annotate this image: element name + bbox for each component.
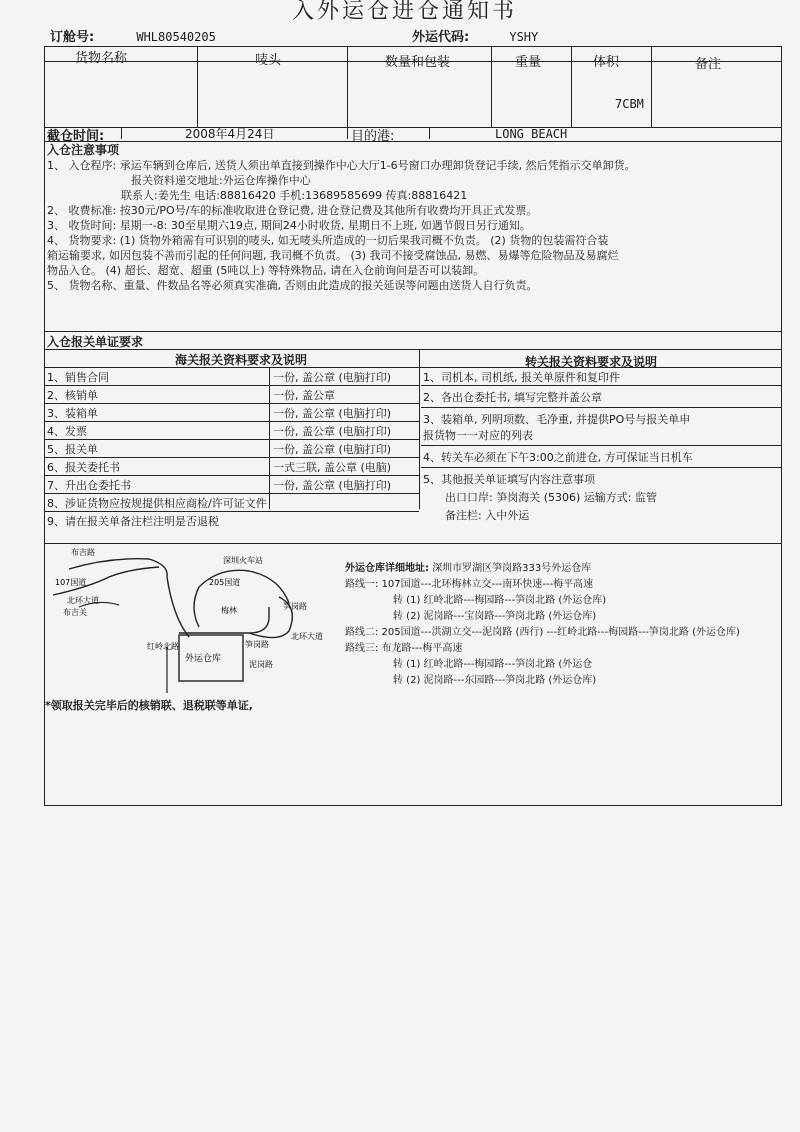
table-row: 一份, 盖公章 (电脑打印) [273, 425, 392, 438]
cutoff-label: 截仓时间: [47, 129, 105, 144]
map-label: 布吉路 [71, 548, 95, 557]
note-line: 5、 货物名称、重量、件数品名等必须真实准确, 否则由此造成的报关延误等问题由送货人自行负责。 [47, 279, 538, 292]
notice-sheet [32, 0, 782, 810]
table-row: 2、核销单 [47, 389, 98, 402]
notes-heading: 入仓注意事项 [47, 143, 120, 157]
map-label: 布吉关 [63, 608, 87, 617]
col-remarks: 备注 [695, 57, 722, 72]
customs-left-heading: 海关报关资料要求及说明 [175, 353, 308, 367]
dest-value: LONG BEACH [495, 127, 568, 141]
list-item: 报货物一一对应的列表 [423, 429, 533, 442]
note-line: 3、 收货时间: 星期一-8: 30至星期六19点, 期间24小时收货, 星期日不上班, 如遇节假日另行通知。 [47, 219, 531, 232]
list-item: 4、转关车必须在下午3:00之前进仓, 方可保证当日机车 [423, 451, 693, 464]
col-quantity: 数量和包装 [385, 55, 451, 70]
table-row: 一份, 盖公章 (电脑打印) [273, 371, 392, 384]
map-label: 北环大道 [67, 596, 99, 605]
dest-label: 目的港: [351, 129, 395, 144]
list-item: 5、其他报关单证填写内容注意事项 [423, 473, 595, 486]
map-label: 笋岗路 [283, 602, 307, 611]
table-row: 8、涉证货物应按规提供相应商检/许可证文件 [47, 497, 267, 510]
volume-value: 7CBM [615, 97, 644, 111]
table-row: 一份, 盖公章 (电脑打印) [273, 443, 392, 456]
document-title: 入外运仓进仓通知书 [292, 0, 518, 24]
notes-section [47, 143, 636, 293]
table-row: 一份, 盖公章 (电脑打印) [273, 407, 392, 420]
note-line: 1、 入仓程序: 承运车辆到仓库后, 送货人须出单直接到操作中心大厅1-6号窗口办理卸货登记手续, 然后凭指示交单卸货。 [47, 159, 636, 172]
table-row: 6、报关委托书 [47, 461, 120, 474]
table-row: 9、请在报关单备注栏注明是否退税 [47, 515, 219, 528]
note-line: 联系人:姜先生 电话:88816420 手机:13689585699 传真:88816421 [121, 189, 468, 202]
table-row: 1、销售合同 [47, 371, 109, 384]
route-line: 转 (2) 泥岗路---宝岗路---笋岗北路 (外运仓库) [393, 611, 597, 622]
route-map [49, 547, 349, 697]
note-line: 报关资料递交地址:外运仓库操作中心 [131, 174, 311, 187]
route-line: 路线一: 107国道---北环梅林立交---南环快速---梅平高速 [345, 579, 594, 590]
route-line: 转 (1) 红岭北路---梅园路---笋岗北路 (外运仓 [393, 659, 593, 670]
list-item: 备注栏: 入中外运 [445, 509, 530, 522]
map-label: 深圳火车站 [223, 556, 263, 565]
note-line: 物品入仓。 (4) 超长、超宽、超重 (5吨以上) 等特殊物品, 请在入仓前询问是否可以装卸。 [47, 264, 485, 277]
form-grid [44, 46, 782, 806]
route-line: 路线二: 205国道---洪湖立交---泥岗路 (西行) ---红岭北路---梅园路---笋岗北路 (外运仓库) [345, 627, 740, 638]
route-description [345, 561, 740, 689]
route-line: 转 (2) 泥岗路---东园路---笋岗北路 (外运仓库) [393, 675, 597, 686]
map-label: 泥岗路 [249, 660, 273, 669]
address-value: 深圳市罗湖区笋岗路333号外运仓库 [432, 563, 592, 574]
table-row: 一份, 盖公章 (电脑打印) [273, 479, 392, 492]
col-goods-name: 货物名称 [75, 51, 128, 66]
map-label: 北环大道 [291, 632, 323, 641]
booking-number: 订舱号: WHL80540205 [50, 30, 216, 45]
col-weight: 重量 [515, 55, 542, 70]
address-label: 外运仓库详细地址: [345, 563, 429, 574]
table-row: 一式三联, 盖公章 (电脑) [273, 461, 392, 474]
table-row: 3、装箱单 [47, 407, 98, 420]
map-label: 笋岗路 [245, 640, 269, 649]
note-line: 2、 收费标准: 按30元/PO号/车的标准收取进仓登记费, 进仓登记费及其他所有收费均开具正式发票。 [47, 204, 538, 217]
table-row: 4、发票 [47, 425, 87, 438]
warehouse-label: 外运仓库 [185, 654, 222, 664]
route-line: 转 (1) 红岭北路---梅园路---笋岗北路 (外运仓库) [393, 595, 607, 606]
table-row: 一份, 盖公章 [273, 389, 335, 402]
agent-code: 外运代码: YSHY [412, 30, 539, 45]
map-label: 205国道 [209, 578, 241, 587]
list-item: 1、司机本, 司机纸, 报关单原件和复印件 [423, 371, 620, 384]
map-label: 梅林 [221, 606, 237, 615]
footnote: *领取报关完毕后的核销联、退税联等单证, [45, 699, 253, 712]
list-item: 2、各出仓委托书, 填写完整并盖公章 [423, 391, 602, 404]
col-marks: 唛头 [255, 53, 282, 68]
customs-right-heading: 转关报关资料要求及说明 [525, 355, 658, 369]
map-label: 107国道 [55, 578, 87, 587]
map-label: 红岭北路 [147, 642, 179, 651]
customs-heading: 入仓报关单证要求 [47, 335, 144, 349]
col-volume: 体积 [593, 55, 620, 70]
route-line: 路线三: 布龙路---梅平高速 [345, 643, 463, 654]
cutoff-value: 2008年4月24日 [185, 127, 275, 141]
table-row: 7、升出仓委托书 [47, 479, 131, 492]
table-row: 5、报关单 [47, 443, 98, 456]
note-line: 4、 货物要求: (1) 货物外箱需有可识别的唛头, 如无唛头所造成的一切后果我司概不负责。 (2) 货物的包装需符合装 [47, 234, 609, 247]
list-item: 3、装箱单, 列明项数、毛净重, 并提供PO号与报关单申 [423, 413, 691, 426]
list-item: 出口口岸: 笋岗海关 (5306) 运输方式: 监管 [445, 491, 657, 504]
note-line: 箱运输要求, 如因包装不善而引起的任何问题, 我司概不负责。 (3) 我司不接受腐蚀品, 易燃、易爆等危险物品及易腐烂 [47, 249, 619, 262]
